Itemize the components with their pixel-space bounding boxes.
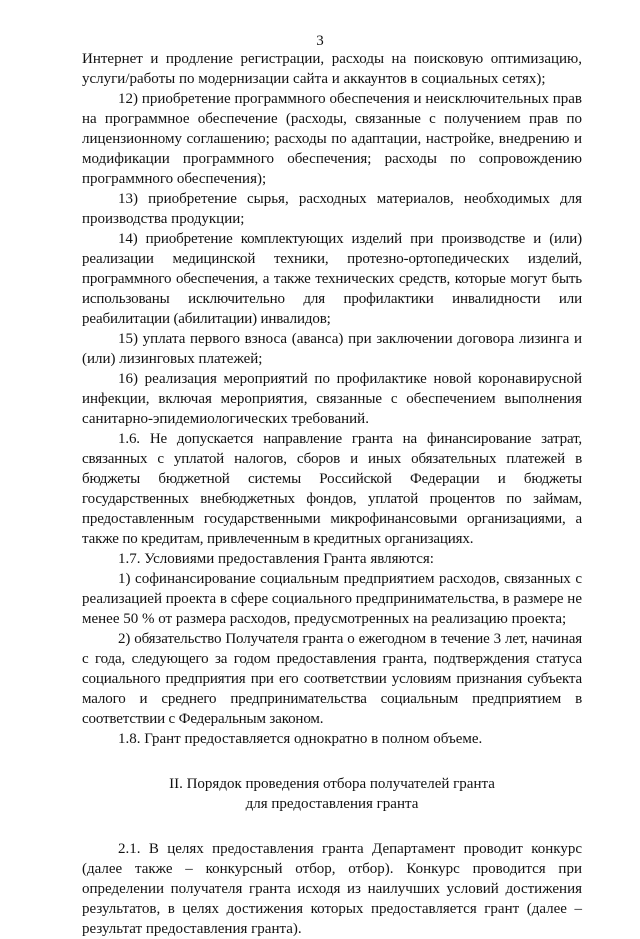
- section-heading: [82, 774, 582, 814]
- condition-item-2: 2) обязательство Получателя гранта о ежегодном в течение 3 лет, начиная с года, следующего за годом предоставления гранта, подтверждения статуса социального предприятия при его соответствии условиям признания субъекта малого и среднего предпринимательства социальным предприятием в соответствии с Федеральным законом.: [82, 631, 582, 727]
- list-item-15: 15) уплата первого взноса (аванса) при заключении договора лизинга и (или) лизинговых платежей;: [82, 331, 582, 367]
- condition-item-1: 1) софинансирование социальным предприятием расходов, связанных с реализацией проекта в сфере социального предпринимательства, в размере не менее 50 % от размера расходов, предусмотренных на реализацию проекта;: [82, 571, 582, 627]
- clause-2-1: 2.1. В целях предоставления гранта Департамент проводит конкурс (далее также – конкурсный отбор, отбор). Конкурс проводится при определении получателя гранта исходя из наилучших условий достижения результатов, в целях достижения которых предоставляется грант (далее – результат предоставления гранта).: [82, 841, 582, 937]
- clause-1-7: 1.7. Условиями предоставления Гранта являются:: [118, 551, 434, 567]
- paragraph-continuation: Интернет и продление регистрации, расходы на поисковую оптимизацию, услуги/работы по модернизации сайта и аккаунтов в социальных сетях);: [82, 51, 582, 87]
- document-body: [82, 49, 582, 939]
- list-item-12: 12) приобретение программного обеспечения и неисключительных прав на программное обеспечение (расходы, связанные с получением прав по лицензионному соглашению; расходы по адаптации, настройке, внедрению и модификации программного обеспечения; расходы по сопровождению программного обеспечения);: [82, 91, 582, 187]
- list-item-16: 16) реализация мероприятий по профилактике новой коронавирусной инфекции, включая мероприятия, связанные с обеспечением выполнения санитарно-эпидемиологических требований.: [82, 371, 582, 427]
- clause-1-8: 1.8. Грант предоставляется однократно в полном объеме.: [118, 731, 483, 747]
- list-item-13: 13) приобретение сырья, расходных материалов, необходимых для производства продукции;: [82, 191, 582, 227]
- section-heading-line-1: II. Порядок проведения отбора получателей гранта: [169, 776, 495, 792]
- section-heading-line-2: для предоставления гранта: [245, 796, 419, 812]
- list-item-14: 14) приобретение комплектующих изделий при производстве и (или) реализации медицинской техники, протезно-ортопедических изделий, программного обеспечения, а также технических средств, которые могут быть использованы исключительно для профилактики инвалидности или реабилитации (абилитации) инвалидов;: [82, 231, 582, 327]
- page-number: 3: [316, 33, 324, 49]
- clause-1-6: 1.6. Не допускается направление гранта на финансирование затрат, связанных с уплатой налогов, сборов и иных обязательных платежей в бюджеты бюджетной системы Российской Федерации и бюджеты государственных внебюджетных фондов, уплатой процентов по займам, предоставленным государственными микрофинансовыми организациями, а также по кредитам, привлеченным в кредитных организациях.: [82, 431, 582, 547]
